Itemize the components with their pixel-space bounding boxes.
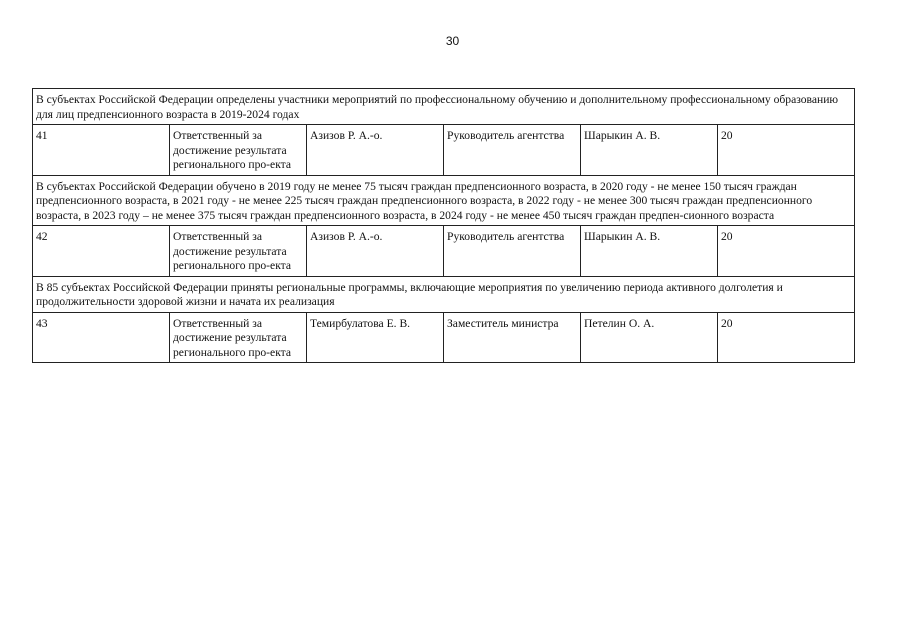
section-heading: В субъектах Российской Федерации обучено в 2019 году не менее 75 тысяч граждан предпенсионного возраста, в 2020 году - не менее 150 тысяч граждан предпенсионного возраста, в 2021 году - не менее 225 тысяч граждан предпенсионного возраста, в 2022 году - не менее 300 тысяч граждан предпенсионного возраста, в 2023 году – не менее 375 тысяч граждан предпенсионного возраста, в 2024 году - не менее 450 тысяч граждан предпен-сионного возраста	[33, 175, 855, 226]
row-number: 41	[33, 125, 170, 176]
row-role: Ответственный за достижение результата регионального про-екта	[170, 312, 307, 363]
row-share: 20	[718, 226, 855, 277]
row-share: 20	[718, 312, 855, 363]
page-number: 30	[445, 34, 460, 48]
table-row	[33, 226, 855, 277]
section-heading-row	[33, 89, 855, 125]
row-head: Шарыкин А. В.	[581, 125, 718, 176]
section-heading: В субъектах Российской Федерации определены участники мероприятий по профессиональному обучению и дополнительному профессиональному образованию для лиц предпенсионного возраста в 2019-2024 годах	[33, 89, 855, 125]
row-share: 20	[718, 125, 855, 176]
row-head: Шарыкин А. В.	[581, 226, 718, 277]
section-heading: В 85 субъектах Российской Федерации приняты региональные программы, включающие мероприятия по увеличению периода активного долголетия и продолжительности здоровой жизни и начата их реализация	[33, 276, 855, 312]
row-person: Темирбулатова Е. В.	[307, 312, 444, 363]
section-heading-row	[33, 276, 855, 312]
row-number: 42	[33, 226, 170, 277]
row-position: Руководитель агентства	[444, 226, 581, 277]
row-person: Азизов Р. А.-о.	[307, 226, 444, 277]
responsibility-table	[32, 88, 855, 363]
section-heading-row	[33, 175, 855, 226]
row-head: Петелин О. А.	[581, 312, 718, 363]
row-number: 43	[33, 312, 170, 363]
table-row	[33, 312, 855, 363]
row-role: Ответственный за достижение результата регионального про-екта	[170, 226, 307, 277]
row-person: Азизов Р. А.-о.	[307, 125, 444, 176]
table-row	[33, 125, 855, 176]
row-role: Ответственный за достижение результата регионального про-екта	[170, 125, 307, 176]
row-position: Заместитель министра	[444, 312, 581, 363]
row-position: Руководитель агентства	[444, 125, 581, 176]
